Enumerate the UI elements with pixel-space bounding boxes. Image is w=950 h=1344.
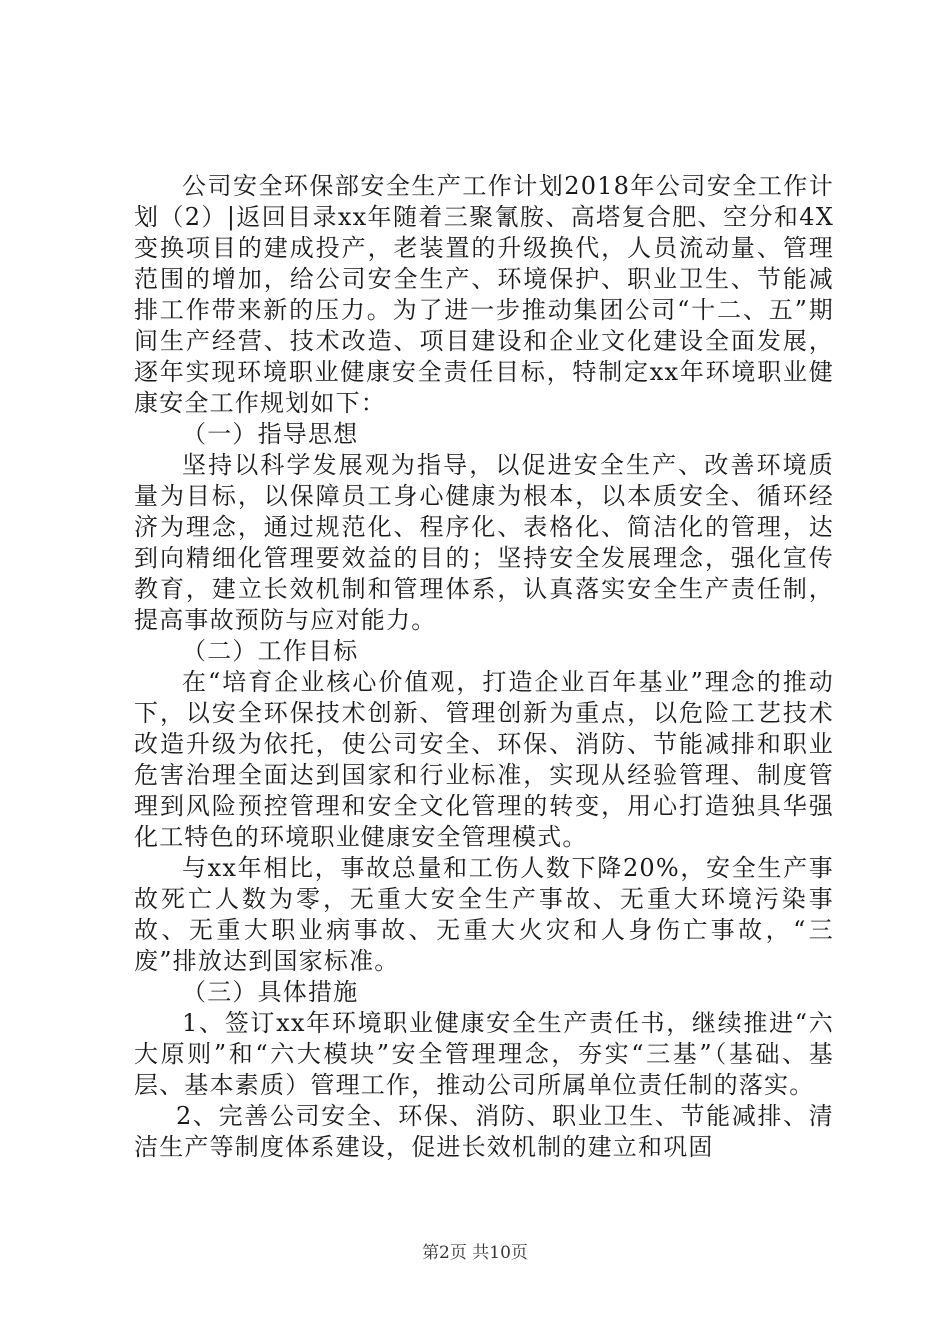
- measure-item-1: 1、签订xx年环境职业健康安全生产责任书，继续推进“六大原则”和“六大模块”安全管理理念，夯实“三基”（基础、基层、基本素质）管理工作，推动公司所属单位责任制的落实。: [134, 1009, 834, 1099]
- intro-paragraph: 公司安全环保部安全生产工作计划2018年公司安全工作计划（2）|返回目录xx年随着三聚氰胺、高塔复合肥、空分和4X变换项目的建成投产，老装置的升级换代，人员流动量、管理范围的增加，给公司安全生产、环境保护、职业卫生、节能减排工作带来新的压力。为了进一步推动集团公司“十二、五”期间生产经营、技术改造、项目建设和企业文化建设全面发展，逐年实现环境职业健康安全责任目标，特制定xx年环境职业健康安全工作规划如下：: [134, 172, 834, 417]
- measure-item-2: 2、完善公司安全、环保、消防、职业卫生、节能减排、清洁生产等制度体系建设，促进长效机制的建立和巩固: [134, 1102, 834, 1161]
- section-heading-guiding-ideology: （一）指导思想: [182, 420, 359, 448]
- targets-paragraph: 与xx年相比，事故总量和工伤人数下降20%，安全生产事故死亡人数为零，无重大安全生产事故、无重大环境污染事故、无重大职业病事故、无重大火灾和人身伤亡事故，“三废”排放达到国家标准。: [134, 854, 834, 975]
- guiding-ideology-paragraph: 坚持以科学发展观为指导，以促进安全生产、改善环境质量为目标，以保障员工身心健康为根本，以本质安全、循环经济为理念，通过规范化、程序化、表格化、简洁化的管理，达到向精细化管理要效益的目的；坚持安全发展理念，强化宣传教育，建立长效机制和管理体系，认真落实安全生产责任制，提高事故预防与应对能力。: [134, 451, 834, 634]
- page-number-footer: 第2页 共10页: [422, 1243, 528, 1263]
- section-heading-work-goals: （二）工作目标: [182, 637, 359, 665]
- work-goals-paragraph: 在“培育企业核心价值观，打造企业百年基业”理念的推动下，以安全环保技术创新、管理创新为重点，以危险工艺技术改造升级为依托，使公司安全、环保、消防、节能减排和职业危害治理全面达到国家和行业标准，实现从经验管理、制度管理到风险预控管理和安全文化管理的转变，用心打造独具华强化工特色的环境职业健康安全管理模式。: [134, 668, 834, 851]
- document-body: [134, 171, 834, 1163]
- section-heading-measures: （三）具体措施: [182, 978, 359, 1006]
